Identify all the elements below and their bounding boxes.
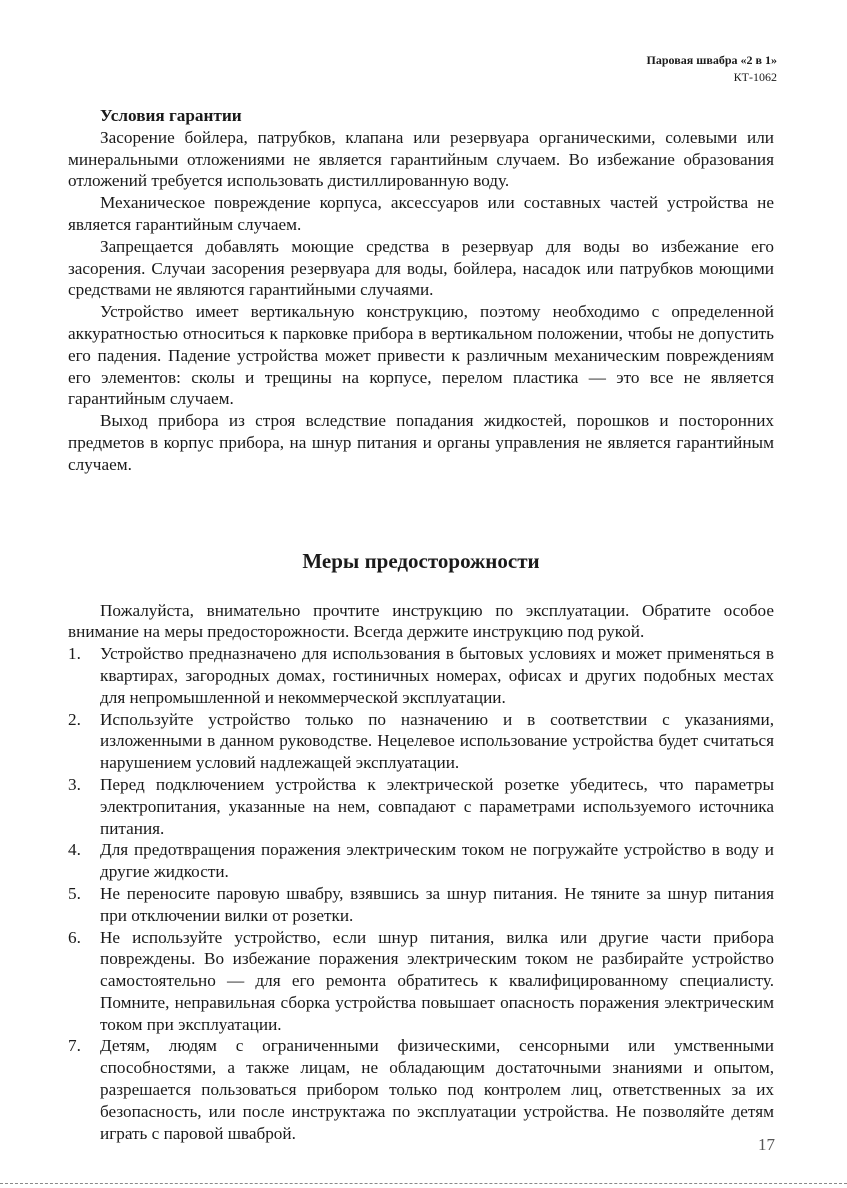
warranty-heading: Условия гарантии: [100, 106, 242, 125]
product-name: Паровая швабра «2 в 1»: [646, 53, 777, 67]
list-item: [68, 709, 774, 774]
precautions-intro: Пожалуйста, внимательно прочтите инструкцию по эксплуатации. Обратите особое внимание на меры предосторожности. Всегда держите инструкцию под рукой.: [68, 600, 774, 642]
list-item-number: 1.: [68, 644, 81, 664]
list-item-number: 6.: [68, 927, 81, 947]
list-item: [68, 839, 774, 883]
precautions-title: Меры предосторожности: [302, 548, 540, 573]
list-item-number: 5.: [68, 883, 81, 903]
warranty-paragraph: Выход прибора из строя вследствие попадания жидкостей, порошков и посторонних предметов в корпус прибора, на шнур питания и органы управления не является гарантийным случаем.: [68, 411, 774, 474]
list-item-text: Детям, людям с ограниченными физическими, сенсорными или умственными способностями, а также лицам, не обладающим достаточными знаниями и опытом, разрешается пользоваться прибором только под контролем лиц, ответственных за их безопасность, или после инструктажа по эксплуатации устройства. Не позволяйте детям играть с паровой шваброй.: [100, 1036, 774, 1143]
list-item: [68, 927, 774, 1036]
precautions-list: [68, 643, 774, 1144]
list-item-text: Устройство предназначено для использования в бытовых условиях и может применяться в квартирах, загородных домах, гостиничных номерах, офисах и других подобных местах для непромышленной и некоммерческой эксплуатации.: [100, 644, 774, 707]
list-item: [68, 883, 774, 927]
page-content: [68, 105, 774, 1144]
warranty-paragraph: Засорение бойлера, патрубков, клапана или резервуара органическими, солевыми или минеральными отложениями не является гарантийным случаем. Во избежание образования отложений требуется использовать дистиллированную воду.: [68, 127, 774, 191]
list-item-text: Не используйте устройство, если шнур питания, вилка или другие части прибора повреждены. Во избежание поражения электрическим током не разбирайте устройство самостоятельно — для его ремонта обратитесь к квалифицированному специалисту. Помните, неправильная сборка устройства повышает опасность поражения электрическим током при эксплуатации.: [100, 927, 774, 1034]
list-item: [68, 1035, 774, 1144]
page-header: [647, 52, 777, 86]
list-item-number: 7.: [68, 1036, 81, 1056]
list-item-text: Используйте устройство только по назначению и в соответствии с указаниями, изложенными в данном руководстве. Нецелевое использование устройства будет считаться нарушением условий надлежащей эксплуатации.: [100, 709, 774, 773]
footer-divider: [0, 1183, 847, 1184]
list-item-number: 2.: [68, 709, 81, 729]
warranty-paragraph: Запрещается добавлять моющие средства в резервуар для воды во избежание его засорения. Случаи засорения резервуара для воды, бойлера, насадок или патрубков моющими средствами не являются гарантийными случаями.: [68, 236, 774, 300]
list-item-text: Перед подключением устройства к электрической розетке убедитесь, что параметры электропитания, указанные на нем, совпадают с параметрами используемого источника питания.: [100, 774, 774, 838]
warranty-paragraph: Устройство имеет вертикальную конструкцию, поэтому необходимо с определенной аккуратностью относиться к парковке прибора в вертикальном положении, чтобы не допустить его падения. Падение устройства может привести к различным механическим повреждениям его элементов: сколы и трещины на корпусе, перелом пластика — это все не является гарантийным случаем.: [68, 302, 774, 409]
list-item: [68, 774, 774, 839]
warranty-paragraph: Механическое повреждение корпуса, аксессуаров или составных частей устройства не является гарантийным случаем.: [68, 193, 774, 234]
model-number: КТ-1062: [733, 70, 777, 84]
list-item-text: Для предотвращения поражения электрическим током не погружайте устройство в воду и другие жидкости.: [100, 840, 774, 882]
list-item-text: Не переносите паровую швабру, взявшись за шнур питания. Не тяните за шнур питания при отключении вилки от розетки.: [100, 883, 774, 925]
list-item: [68, 643, 774, 708]
list-item-number: 3.: [68, 774, 81, 794]
list-item-number: 4.: [68, 840, 81, 860]
page-number: 17: [758, 1135, 775, 1154]
